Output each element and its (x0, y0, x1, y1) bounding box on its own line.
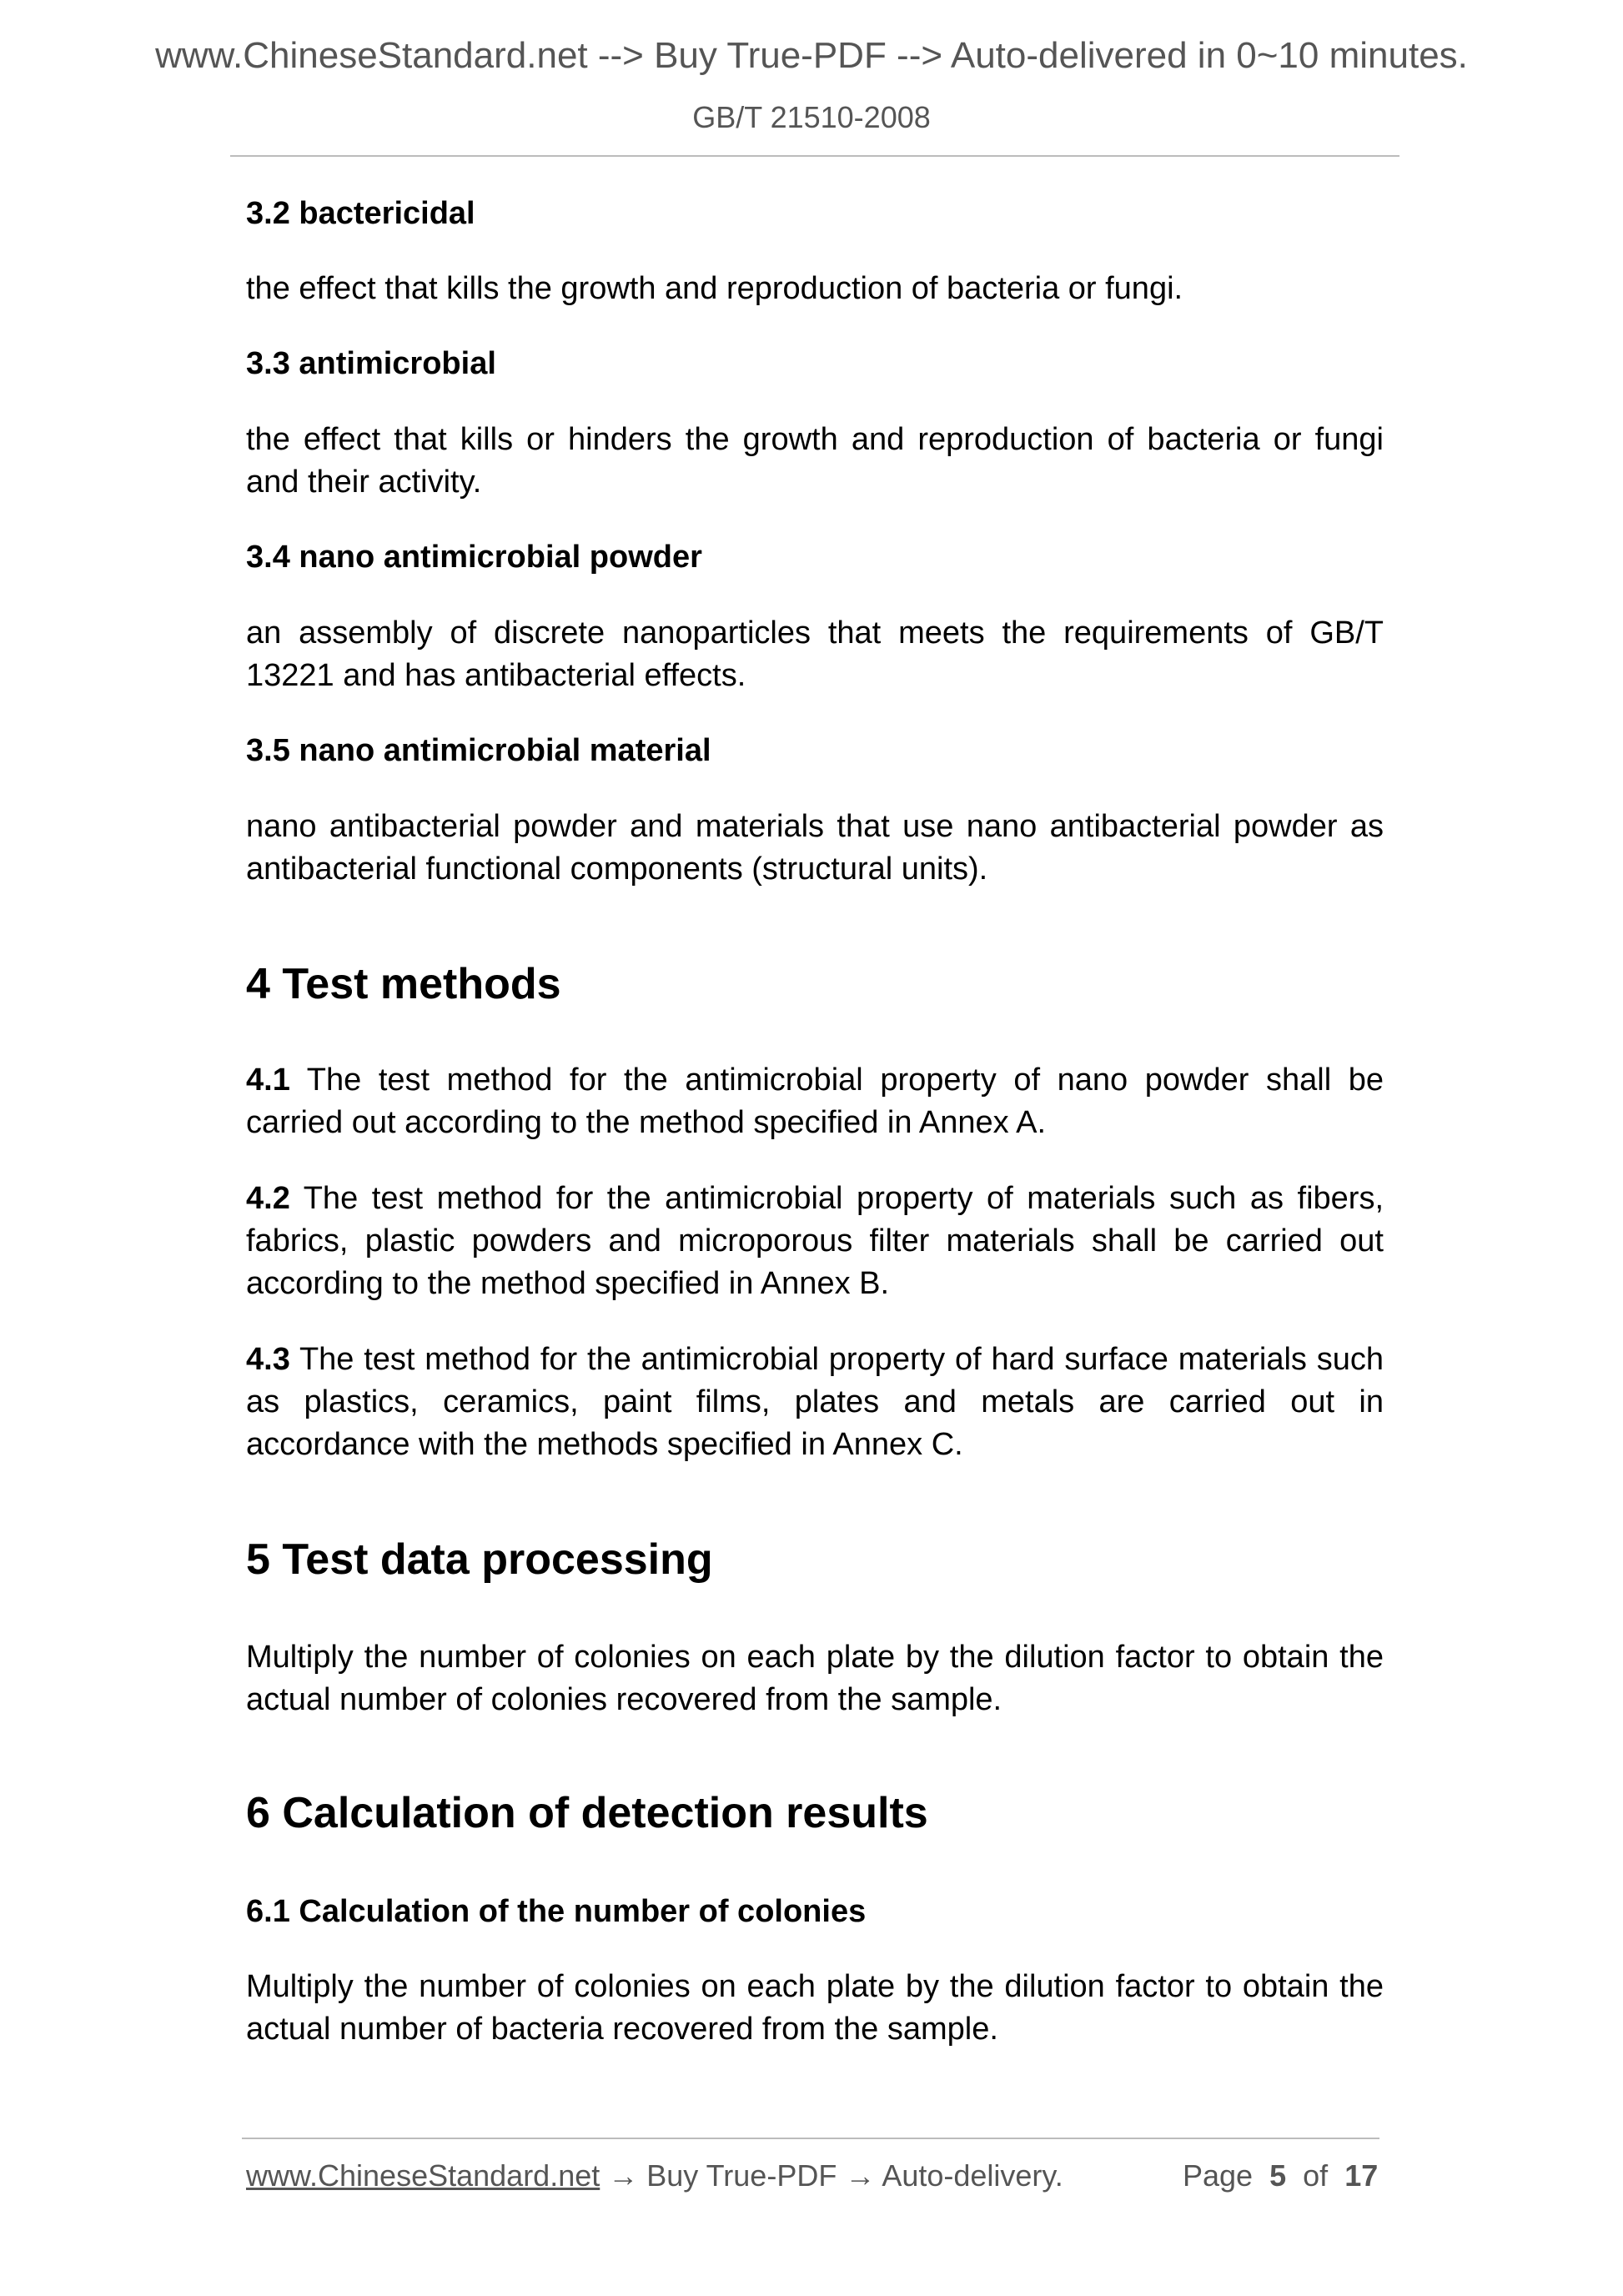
paragraph-5: Multiply the number of colonies on each plate by the dilution factor to obtain the actual number of colonies recovered from the sample. (246, 1640, 1384, 1717)
footer-note (246, 2158, 1063, 2193)
heading-section-5: 5 Test data processing (246, 1535, 713, 1584)
definition-3-3: the effect that kills or hinders the growth and reproduction of bacteria or fungi and their activity. (246, 422, 1384, 500)
clause-text-4-1: The test method for the antimicrobial property of nano powder shall be carried out according to the method specified in Annex A. (246, 1063, 1384, 1140)
clause-text-4-2: The test method for the antimicrobial property of materials such as fibers, fabrics, plastic powders and microporous filter materials shall be carried out according to the method specified in Annex B. (246, 1181, 1384, 1301)
heading-section-6: 6 Calculation of detection results (246, 1789, 928, 1837)
clause-number-4-3: 4.3 (246, 1342, 290, 1377)
clause-number-4-1: 4.1 (246, 1063, 290, 1098)
clause-number-4-2: 4.2 (246, 1181, 290, 1216)
footer-tail: → Buy True-PDF → Auto-delivery. (600, 2158, 1063, 2193)
standard-code: GB/T 21510-2008 (692, 100, 931, 134)
term-3-4: 3.4 nano antimicrobial powder (246, 540, 702, 575)
paragraph-4-1 (246, 1059, 1384, 1144)
heading-section-4: 4 Test methods (246, 960, 561, 1008)
page-current: 5 (1269, 2158, 1287, 2193)
term-3-2: 3.2 bactericidal (246, 196, 475, 231)
paragraph-6-1: Multiply the number of colonies on each plate by the dilution factor to obtain the actual number of bacteria recovered from the sample. (246, 1969, 1384, 2047)
term-3-3: 3.3 antimicrobial (246, 346, 496, 381)
footer-divider (242, 2138, 1379, 2139)
footer-link[interactable]: www.ChineseStandard.net (246, 2158, 600, 2193)
page-total: 17 (1344, 2158, 1379, 2193)
page-of: of (1303, 2158, 1329, 2193)
definition-3-5: nano antibacterial powder and materials that use nano antibacterial powder as antibacterial functional components (structural units). (246, 809, 1384, 887)
header-divider (230, 155, 1399, 157)
term-3-5: 3.5 nano antimicrobial material (246, 733, 711, 768)
paragraph-4-2 (246, 1178, 1384, 1305)
paragraph-4-3 (246, 1339, 1384, 1466)
header-banner: www.ChineseStandard.net --> Buy True-PDF --> Auto-delivered in 0~10 minutes. (155, 35, 1468, 76)
page-label: Page (1183, 2158, 1254, 2193)
clause-text-4-3: The test method for the antimicrobial property of hard surface materials such as plastics, ceramics, paint films, plates and metals are carried out in accordance with the methods specified in Annex C. (246, 1342, 1384, 1462)
subheading-6-1: 6.1 Calculation of the number of colonies (246, 1894, 867, 1929)
definition-3-2: the effect that kills the growth and reproduction of bacteria or fungi. (246, 271, 1183, 306)
page-indicator (1183, 2158, 1378, 2193)
definition-3-4: an assembly of discrete nanoparticles that meets the requirements of GB/T 13221 and has antibacterial effects. (246, 615, 1384, 693)
